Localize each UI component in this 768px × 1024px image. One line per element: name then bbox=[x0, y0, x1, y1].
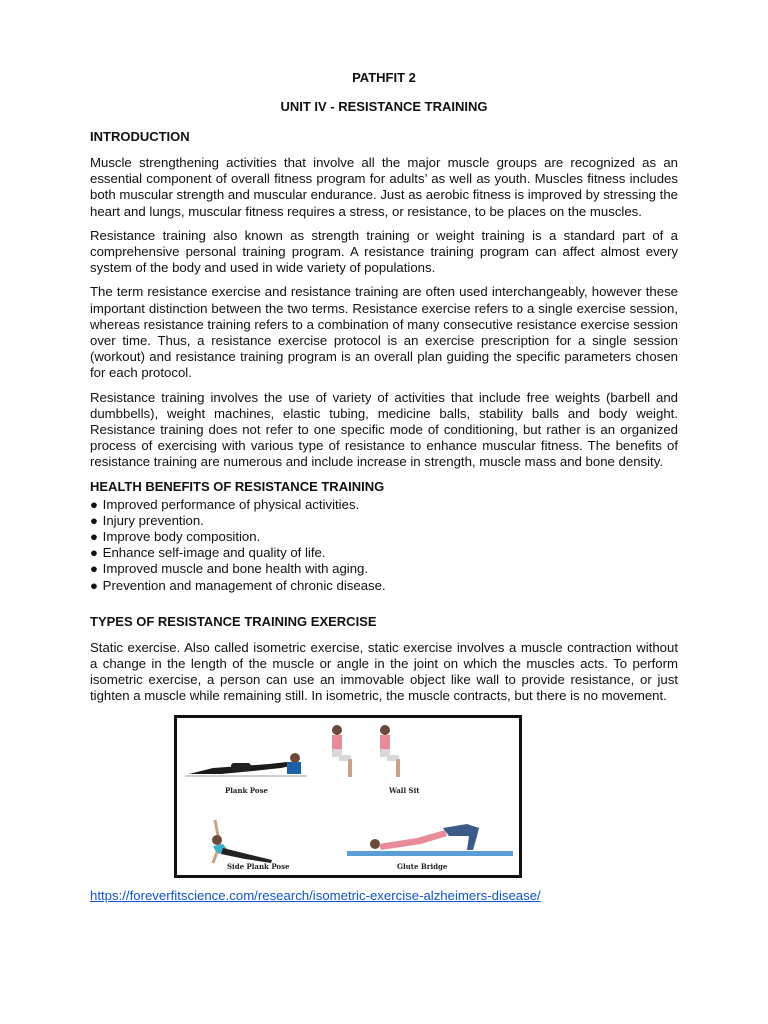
wall-sit-illustration bbox=[332, 725, 400, 777]
course-title: PATHFIT 2 bbox=[352, 70, 416, 85]
bullet-icon: ● bbox=[90, 496, 98, 512]
unit-title: UNIT IV - RESISTANCE TRAINING bbox=[280, 99, 488, 114]
list-item: ● Improved performance of physical activities. bbox=[90, 496, 360, 512]
isometric-exercises-figure bbox=[174, 715, 522, 878]
bullet-icon: ● bbox=[90, 577, 98, 593]
static-exercise-paragraph: Static exercise. Also called isometric exercise, static exercise involves a muscle contraction without a change in the length of the muscle or angle in the joint on which the muscles acts. To perform isometric exercise, a person can use an immovable object like wall to provide resistance, or just tighten a muscle while remaining still. In isometric, the muscle contracts, but there is no movement. bbox=[90, 639, 678, 704]
list-item: ● Injury prevention. bbox=[90, 512, 204, 528]
plank-pose-illustration bbox=[185, 753, 307, 776]
bullet-icon: ● bbox=[90, 512, 98, 528]
list-item: ● Enhance self-image and quality of life. bbox=[90, 545, 326, 561]
glute-bridge-caption: Glute Bridge bbox=[397, 861, 448, 871]
plank-caption: Plank Pose bbox=[225, 785, 268, 795]
intro-paragraph-2: Resistance training also known as strength training or weight training is a standard part of a comprehensive personal training program. A resistance training program can affect almost every system of the body and used in wide variety of populations. bbox=[90, 227, 678, 276]
types-heading: TYPES OF RESISTANCE TRAINING EXERCISE bbox=[90, 613, 377, 629]
glute-bridge-illustration bbox=[347, 824, 513, 856]
benefits-list bbox=[90, 497, 678, 594]
document-content bbox=[90, 70, 678, 904]
wall-sit-caption: Wall Sit bbox=[389, 785, 420, 795]
exercise-illustrations bbox=[177, 718, 519, 875]
source-link[interactable]: https://foreverfitscience.com/research/isometric-exercise-alzheimers-disease/ bbox=[90, 887, 541, 903]
list-item: ● Prevention and management of chronic disease. bbox=[90, 577, 386, 593]
list-item: ● Improve body composition. bbox=[90, 529, 261, 545]
benefits-heading: HEALTH BENEFITS OF RESISTANCE TRAINING bbox=[90, 478, 385, 494]
side-plank-illustration bbox=[212, 820, 272, 863]
intro-paragraph-4: Resistance training involves the use of variety of activities that include free weights (barbell and dumbbells), weight machines, elastic tubing, medicine balls, stability balls and body weight. Resistance training does not refer to one specific mode of conditioning, but rather is an organized process of exercising with various type of resistance to enhance muscular fitness. The benefits of resistance training are numerous and include increase in strength, muscle mass and bone density. bbox=[90, 389, 678, 470]
intro-paragraph-1: Muscle strengthening activities that involve all the major muscle groups are recognized as an essential component of overall fitness program for adults’ as well as youth. Muscles fitness includes both muscular strength and muscular endurance. Just as aerobic fitness is improved by stressing the heart and lungs, muscular fitness requires a stress, or resistance, to be places on the muscles. bbox=[90, 155, 678, 219]
side-plank-caption: Side Plank Pose bbox=[227, 861, 290, 871]
introduction-heading: INTRODUCTION bbox=[90, 129, 190, 144]
intro-paragraph-3: The term resistance exercise and resistance training are often used interchangeably, however these important distinction between the two terms. Resistance exercise refers to a single exercise session, whereas resistance training refers to a combination of many consecutive resistance exercise session over time. Thus, a resistance exercise protocol is an exercise prescription for a single session (workout) and resistance training program is an overall plan guiding the specific parameters chosen for each protocol. bbox=[90, 284, 678, 381]
bullet-icon: ● bbox=[90, 561, 98, 577]
list-item: ● Improved muscle and bone health with aging. bbox=[90, 561, 369, 577]
bullet-icon: ● bbox=[90, 545, 98, 561]
bullet-icon: ● bbox=[90, 529, 98, 545]
